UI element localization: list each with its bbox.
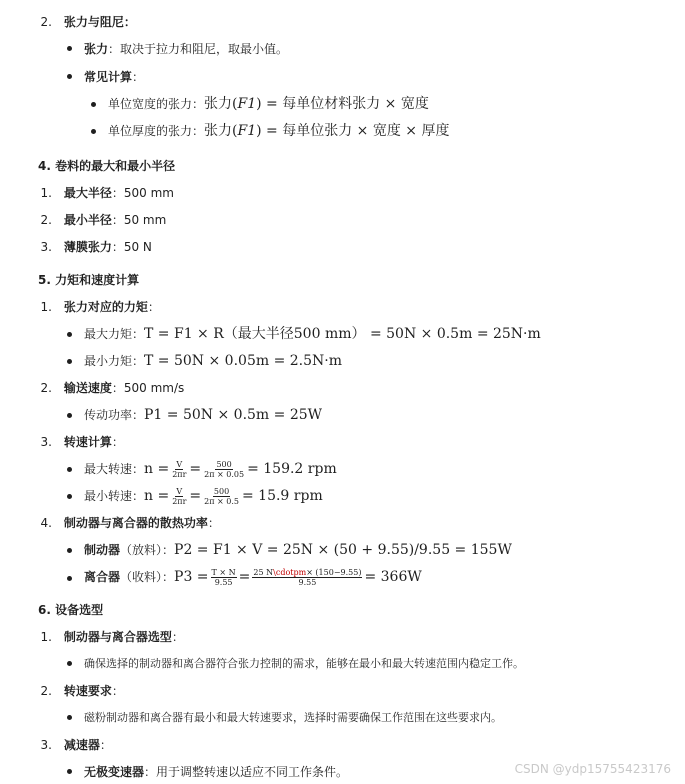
item-label: 最小转速： [84, 489, 145, 503]
item-text: ：用于调整转速以适应不同工作条件。 [144, 765, 349, 779]
formula: P3 = $\frac{T \times N}{9.55}$ = $\frac{\text{25 N\textbackslash{}cdotpm× (150−9.55)}}{9.55}$ = 366W [174, 567, 422, 587]
item-colon: ： [111, 435, 124, 449]
list-item [38, 737, 112, 753]
item-value: ：500 mm/s [111, 381, 185, 395]
item-number: 2. [40, 15, 52, 29]
list-item [38, 239, 152, 255]
item-value: ：500 mm [111, 186, 174, 200]
item-colon: ： [132, 70, 145, 84]
item-label: 输送速度 [63, 381, 112, 395]
item-number: 3. [40, 738, 52, 752]
list-item [84, 542, 512, 558]
item-label: 转速计算 [63, 435, 112, 449]
item-note: （放料）： [120, 543, 175, 557]
item-label: 最小半径 [63, 213, 112, 227]
item-label: 薄膜张力 [63, 240, 112, 254]
list-item [38, 299, 160, 315]
item-label: 转速要求 [63, 684, 112, 698]
list-item [84, 486, 323, 506]
item-text: ：取决于拉力和阻尼，取最小值。 [108, 42, 289, 56]
item-number: 3. [40, 435, 52, 449]
item-number: 2. [40, 684, 52, 698]
bullet-dot [67, 769, 72, 774]
item-label: 最大力矩： [84, 327, 145, 341]
bullet-dot [67, 332, 72, 337]
item-colon: ： [171, 630, 184, 644]
list-item [38, 434, 124, 450]
list-item: 确保选择的制动器和离合器符合张力控制的需求，能够在最小和最大转速范围内稳定工作。 [84, 657, 524, 670]
list-item [38, 14, 136, 30]
item-label: 制动器 [84, 543, 121, 557]
section-heading: 6. 设备选型 [38, 603, 104, 617]
list-item [84, 459, 337, 479]
item-number: 1. [40, 186, 52, 200]
bullet-dot [67, 74, 72, 79]
section-heading: 4. 卷料的最大和最小半径 [38, 159, 176, 173]
formula: T = 50N × 0.05m = 2.5N·m [144, 353, 342, 369]
section-heading: 5. 力矩和速度计算 [38, 273, 140, 287]
item-label: 制动器与离合器选型 [63, 630, 172, 644]
bullet-dot [67, 494, 72, 499]
bullet-dot [91, 129, 96, 134]
list-item [84, 764, 348, 780]
list-item [84, 326, 541, 342]
item-label: 单位宽度的张力： [108, 97, 205, 111]
item-label: 减速器 [63, 738, 100, 752]
bullet-dot [67, 46, 72, 51]
item-label: 最小力矩： [84, 354, 145, 368]
bullet-dot [67, 359, 72, 364]
item-number: 1. [40, 300, 52, 314]
item-label: 制动器与离合器的散热功率 [63, 516, 208, 530]
item-value: ：50 N [111, 240, 152, 254]
item-label: 张力对应的力矩 [63, 300, 148, 314]
item-number: 1. [40, 630, 52, 644]
watermark: CSDN @ydp15755423176 [514, 762, 671, 776]
item-note: （收料）： [120, 570, 175, 584]
bullet-dot [67, 413, 72, 418]
list-item [84, 407, 322, 423]
formula: n = $\frac{V}{2\pi r}$ = $\frac{500}{2\pi \times 0.05}$ = 159.2 rpm [144, 459, 337, 479]
item-label: 常见计算 [84, 70, 133, 84]
list-item [84, 41, 288, 57]
item-number: 2. [40, 213, 52, 227]
item-number: 2. [40, 381, 52, 395]
list-item [84, 567, 422, 587]
item-label: 传动功率： [84, 408, 145, 422]
bullet-dot [67, 715, 72, 720]
list-item: 磁粉制动器和离合器有最小和最大转速要求，选择时需要确保工作范围在这些要求内。 [84, 711, 502, 724]
formula: 张力(F1) = 每单位材料张力 × 宽度 [204, 96, 429, 112]
formula: n = $\frac{V}{2\pi r}$ = $\frac{500}{2\pi \times 0.5}$ = 15.9 rpm [144, 486, 323, 506]
list-item [38, 212, 166, 228]
list-item [38, 683, 124, 699]
item-label: 最大半径 [63, 186, 112, 200]
item-colon: ： [99, 738, 112, 752]
item-value: ：50 mm [111, 213, 167, 227]
item-label: 最大转速： [84, 462, 145, 476]
formula: 张力(F1) = 每单位张力 × 宽度 × 厚度 [204, 123, 450, 139]
list-item [38, 380, 184, 396]
bullet-dot [91, 102, 96, 107]
bullet-dot [67, 576, 72, 581]
bullet-dot [67, 548, 72, 553]
list-item [38, 629, 184, 645]
formula: P2 = F1 × V = 25N × (50 + 9.55)/9.55 = 155W [174, 542, 512, 558]
list-item [38, 185, 174, 201]
item-title: 张力与阻尼： [63, 15, 136, 29]
item-colon: ： [147, 300, 160, 314]
item-label: 无极变速器 [84, 765, 145, 779]
bullet-dot [67, 467, 72, 472]
item-label: 单位厚度的张力： [108, 124, 205, 138]
list-item [84, 69, 144, 85]
item-number: 3. [40, 240, 52, 254]
list-item [84, 353, 342, 369]
formula: T = F1 × R（最大半径500 mm） = 50N × 0.5m = 25N·m [144, 326, 541, 342]
formula: P1 = 50N × 0.5m = 25W [144, 407, 323, 423]
bullet-dot [67, 661, 72, 666]
item-colon: ： [207, 516, 220, 530]
item-number: 4. [40, 516, 52, 530]
item-label: 张力 [84, 42, 109, 56]
item-colon: ： [111, 684, 124, 698]
list-item [108, 123, 449, 139]
list-item [108, 96, 429, 112]
item-label: 离合器 [84, 570, 121, 584]
list-item [38, 515, 220, 531]
